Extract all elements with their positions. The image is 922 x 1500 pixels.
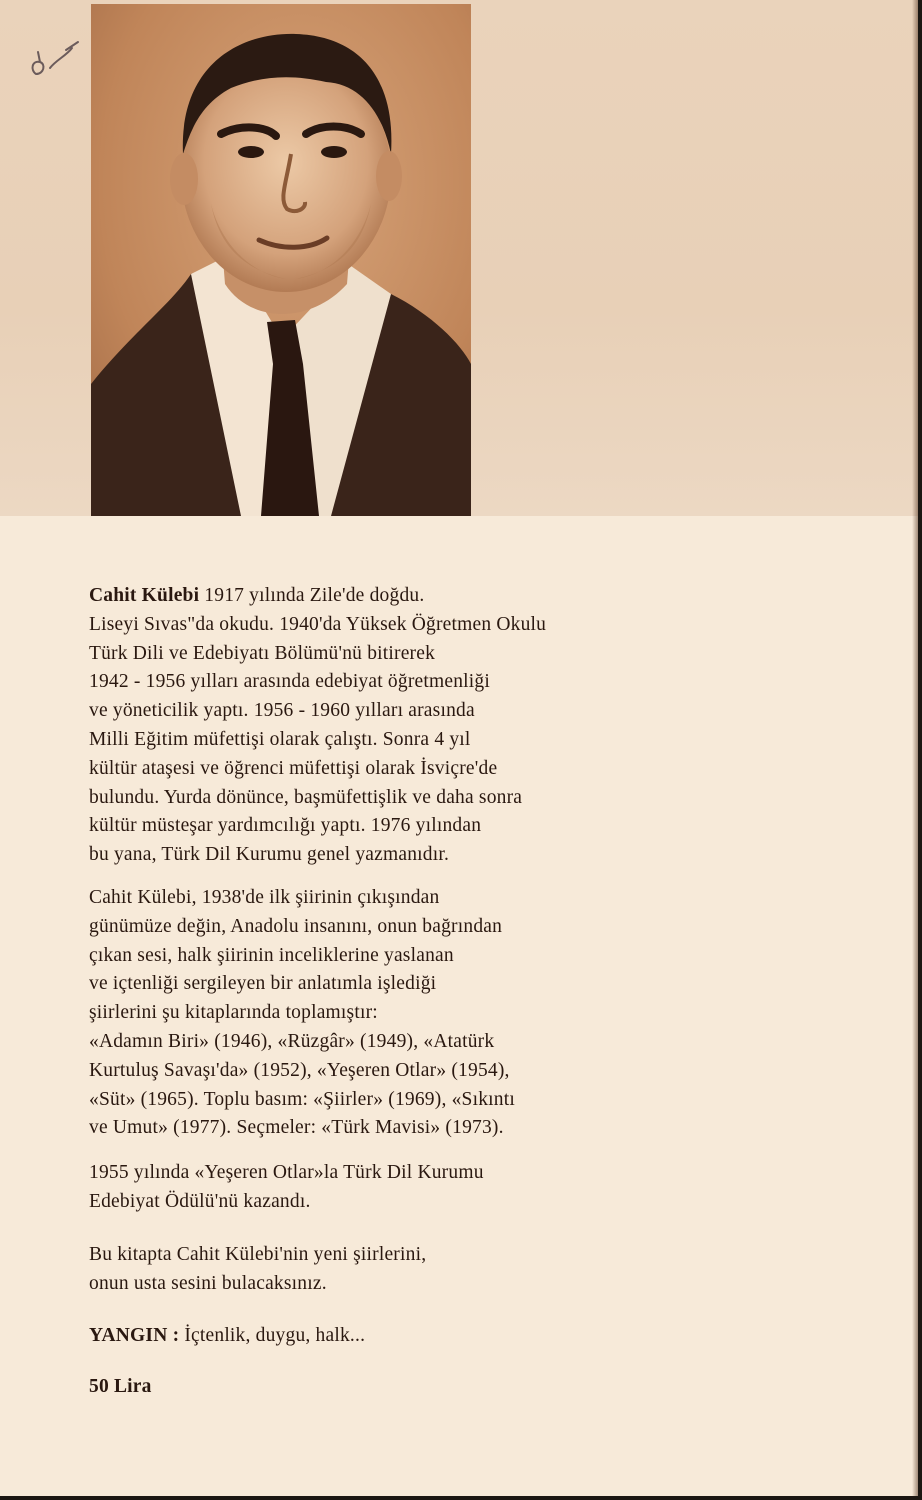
biography-line: bu yana, Türk Dil Kurumu genel yazmanıdır. <box>89 844 450 866</box>
biography-line: 1942 - 1956 yılları arasında edebiyat öğretmenliği <box>89 671 490 693</box>
poetry-paragraph <box>89 884 809 1143</box>
biography-line: kültür müsteşar yardımcılığı yaptı. 1976 yılından <box>89 815 482 837</box>
intro-paragraph <box>89 1241 809 1299</box>
intro-line: Bu kitapta Cahit Külebi'nin yeni şiirlerini, <box>89 1243 427 1265</box>
award-paragraph <box>89 1159 809 1217</box>
poetry-line: «Süt» (1965). Toplu basım: «Şiirler» (1969), «Sıkıntı <box>89 1088 515 1110</box>
biography-line-rest: 1917 yılında Zile'de doğdu. <box>199 585 425 606</box>
poetry-line: şiirlerini şu kitaplarında toplamıştır: <box>89 1002 378 1024</box>
back-cover-text <box>89 582 809 1402</box>
book-title-row <box>89 1322 809 1351</box>
biography-paragraph <box>89 582 809 870</box>
poetry-line: çıkan sesi, halk şiirinin inceliklerine yaslanan <box>89 944 454 966</box>
book-title: YANGIN : <box>89 1325 180 1347</box>
poetry-line: ve Umut» (1977). Seçmeler: «Türk Mavisi» (1973). <box>89 1117 504 1139</box>
intro-line: onun usta sesini bulacaksınız. <box>89 1272 327 1294</box>
poetry-line: ve içtenliği sergileyen bir anlatımla işlediği <box>89 973 437 995</box>
pencil-annotation <box>22 30 92 90</box>
poetry-line: günümüze değin, Anadolu insanını, onun bağrından <box>89 915 503 937</box>
biography-line: ve yöneticilik yaptı. 1956 - 1960 yılları arasında <box>89 700 475 722</box>
price-line <box>89 1373 809 1402</box>
price: 50 Lira <box>89 1376 152 1398</box>
biography-line <box>89 582 809 611</box>
poetry-line: Cahit Külebi, 1938'de ilk şiirinin çıkışından <box>89 886 440 908</box>
poetry-line: «Adamın Biri» (1946), «Rüzgâr» (1949), «Atatürk <box>89 1030 495 1052</box>
award-line: Edebiyat Ödülü'nü kazandı. <box>89 1190 311 1212</box>
biography-line: Milli Eğitim müfettişi olarak çalıştı. Sonra 4 yıl <box>89 728 471 750</box>
book-title-line <box>89 1322 809 1351</box>
award-line: 1955 yılında «Yeşeren Otlar»la Türk Dil Kurumu <box>89 1162 484 1184</box>
biography-line: kültür ataşesi ve öğrenci müfettişi olarak İsviçre'de <box>89 757 498 779</box>
book-tagline: İçtenlik, duygu, halk... <box>184 1325 366 1347</box>
page-edge-shadow <box>912 0 918 1496</box>
author-portrait-photo <box>91 4 471 516</box>
author-name: Cahit Külebi <box>89 585 200 606</box>
biography-line: Liseyi Sıvas"da okudu. 1940'da Yüksek Öğretmen Okulu <box>89 613 547 635</box>
biography-line: bulundu. Yurda dönünce, başmüfettişlik ve daha sonra <box>89 786 523 808</box>
poetry-line: Kurtuluş Savaşı'da» (1952), «Yeşeren Otlar» (1954), <box>89 1059 510 1081</box>
biography-line: Türk Dili ve Edebiyatı Bölümü'nü bitirerek <box>89 642 436 664</box>
